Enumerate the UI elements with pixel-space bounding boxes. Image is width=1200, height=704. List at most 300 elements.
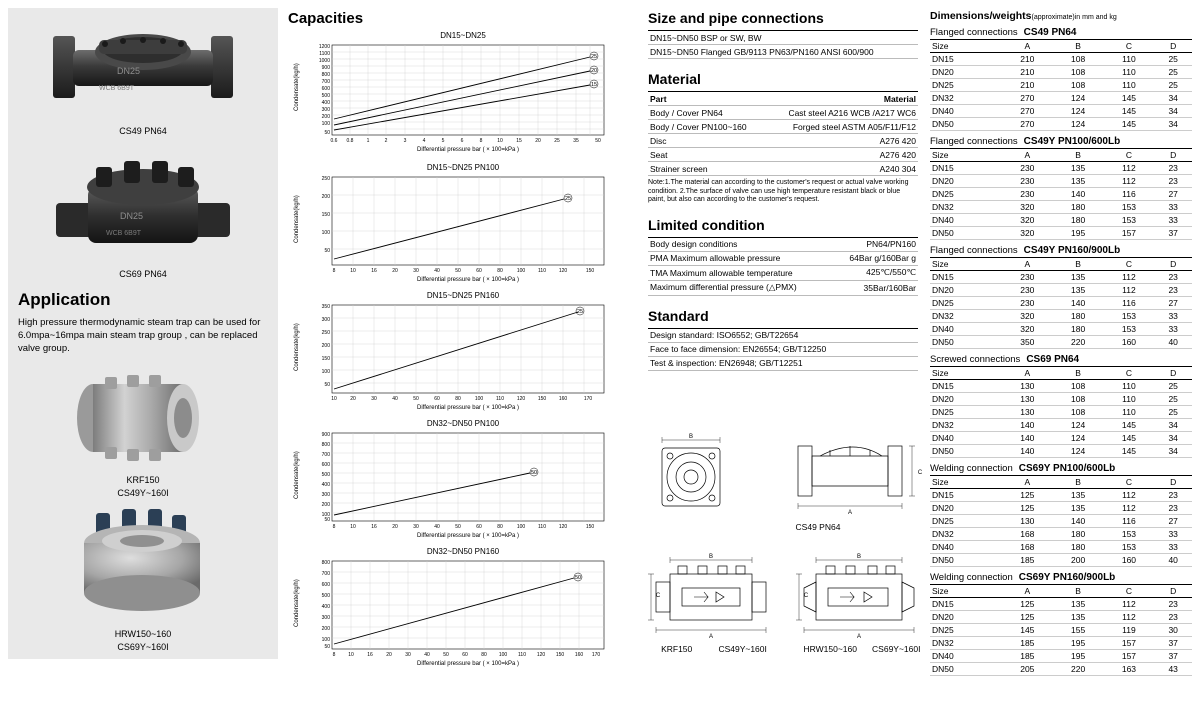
- standard-title: Standard: [648, 307, 709, 324]
- cell: 155: [1053, 624, 1104, 637]
- cell: 205: [1002, 663, 1053, 676]
- cell: 320: [1002, 201, 1053, 214]
- svg-text:1200: 1200: [318, 44, 330, 50]
- table-row: [930, 406, 1192, 419]
- cell: 34: [1154, 105, 1192, 118]
- group-model: CS49Y PN160/900Lb: [1023, 245, 1121, 256]
- cell: 124: [1053, 92, 1104, 105]
- svg-text:700: 700: [321, 79, 330, 85]
- group-label: Flanged connections: [930, 245, 1018, 256]
- cell: 23: [1154, 162, 1192, 175]
- table-cell: Forged steel ASTM A05/F11/F12: [792, 121, 916, 132]
- cell: 124: [1053, 432, 1104, 445]
- cell: DN15: [930, 489, 1002, 502]
- table-cell: PMA Maximum allowable pressure: [650, 253, 781, 263]
- table-row: [930, 650, 1192, 663]
- cell: 124: [1053, 105, 1104, 118]
- cell: 140: [1053, 188, 1104, 201]
- svg-text:50: 50: [574, 575, 582, 581]
- cell: 108: [1053, 380, 1104, 393]
- col-size: Size: [930, 40, 1002, 53]
- table-row: [930, 105, 1192, 118]
- group-heading: [930, 245, 1192, 256]
- col-b: B: [1053, 367, 1104, 380]
- svg-text:500: 500: [321, 93, 330, 99]
- table-cell: Body / Cover PN100~160: [650, 121, 747, 132]
- dimensions-table-cs69-pn64: [930, 366, 1192, 458]
- photo4-caption-line1: HRW150~160: [114, 629, 172, 639]
- table-row: [930, 663, 1192, 676]
- svg-text:Differential pressure bar ( ×: Differential pressure bar ( × 100=kPa ): [417, 147, 519, 153]
- cell: 112: [1104, 502, 1155, 515]
- svg-text:4: 4: [422, 138, 426, 144]
- svg-text:40: 40: [424, 652, 430, 658]
- table-row: [930, 515, 1192, 528]
- svg-text:50: 50: [595, 138, 601, 144]
- cell: DN25: [930, 624, 1002, 637]
- cell: 230: [1002, 162, 1053, 175]
- svg-text:Differential pressure bar ( ×: Differential pressure bar ( × 100=kPa ): [417, 661, 519, 667]
- svg-text:25: 25: [564, 196, 572, 202]
- cell: 25: [1154, 380, 1192, 393]
- table-row: [930, 541, 1192, 554]
- group-heading: [930, 27, 1192, 38]
- cell: 37: [1154, 227, 1192, 240]
- chart-title: DN15~DN25: [440, 31, 486, 40]
- cell: 195: [1053, 650, 1104, 663]
- group-heading: [930, 136, 1192, 147]
- svg-text:600: 600: [321, 462, 330, 468]
- cell: 25: [1154, 53, 1192, 66]
- svg-text:120: 120: [558, 524, 568, 530]
- group-label: Welding connection: [930, 572, 1013, 583]
- table-row: [930, 380, 1192, 393]
- svg-text:1: 1: [366, 138, 370, 144]
- svg-text:8: 8: [332, 268, 336, 274]
- table-row: [930, 502, 1192, 515]
- svg-text:150: 150: [585, 268, 595, 274]
- photo-cs49-pn64: [14, 14, 272, 124]
- svg-text:100: 100: [321, 637, 330, 643]
- cell: 33: [1154, 201, 1192, 214]
- cell: 320: [1002, 310, 1053, 323]
- table-cell: Strainer screen: [650, 163, 708, 174]
- cell: DN32: [930, 637, 1002, 650]
- cell: 125: [1002, 598, 1053, 611]
- cell: DN20: [930, 175, 1002, 188]
- svg-text:B: B: [856, 554, 862, 560]
- drawing-caption-1: CS49 PN64: [795, 522, 841, 532]
- svg-text:40: 40: [434, 268, 440, 274]
- cell: 30: [1154, 624, 1192, 637]
- col-size: Size: [930, 585, 1002, 598]
- cell: 23: [1154, 175, 1192, 188]
- svg-text:8: 8: [332, 652, 336, 658]
- drawing-caption-4: HRW150~160: [803, 644, 857, 654]
- drawing-krf150: [648, 550, 780, 642]
- cell: 37: [1154, 650, 1192, 663]
- table-cell: A240 304: [879, 163, 916, 174]
- col-c: C: [1104, 476, 1155, 489]
- svg-text:100: 100: [321, 369, 330, 375]
- cell: 320: [1002, 227, 1053, 240]
- photo4-caption-line2: CS69Y~160I: [117, 642, 169, 652]
- cell: 145: [1104, 118, 1155, 131]
- svg-text:800: 800: [321, 72, 330, 78]
- cell: 140: [1053, 515, 1104, 528]
- dimensions-column: [930, 10, 1192, 676]
- cell: 23: [1154, 489, 1192, 502]
- cell: 230: [1002, 284, 1053, 297]
- cell: 130: [1002, 406, 1053, 419]
- svg-text:80: 80: [481, 652, 487, 658]
- svg-text:50: 50: [324, 248, 330, 254]
- dimensions-table-cs49y-pn100: [930, 148, 1192, 240]
- col-a: A: [1002, 367, 1053, 380]
- svg-text:150: 150: [585, 524, 595, 530]
- cell: 23: [1154, 502, 1192, 515]
- col-c: C: [1104, 40, 1155, 53]
- cell: DN25: [930, 406, 1002, 419]
- cell: DN32: [930, 201, 1002, 214]
- cell: 153: [1104, 214, 1155, 227]
- drawing-caption-2: KRF150: [661, 644, 693, 654]
- cell: DN50: [930, 227, 1002, 240]
- table-row: [930, 445, 1192, 458]
- cell: 210: [1002, 66, 1053, 79]
- svg-text:25: 25: [554, 138, 560, 144]
- cell: 112: [1104, 489, 1155, 502]
- table-row: [930, 92, 1192, 105]
- svg-text:100: 100: [321, 230, 330, 236]
- svg-text:20: 20: [350, 396, 356, 402]
- svg-text:40: 40: [434, 524, 440, 530]
- cell: DN50: [930, 118, 1002, 131]
- svg-text:20: 20: [386, 652, 392, 658]
- group-model: CS69Y PN160/900Lb: [1018, 572, 1116, 583]
- svg-text:10: 10: [350, 268, 356, 274]
- col-b: B: [1053, 149, 1104, 162]
- cell: 108: [1053, 406, 1104, 419]
- svg-text:300: 300: [321, 317, 330, 323]
- table-cell: A276 420: [879, 149, 916, 160]
- application-title: Application: [18, 290, 111, 309]
- dimensions-table-cs69y-pn100: [930, 475, 1192, 567]
- svg-text:200: 200: [321, 502, 330, 508]
- chart-title: DN15~DN25 PN160: [426, 291, 500, 300]
- svg-text:20: 20: [535, 138, 541, 144]
- col-d: D: [1154, 149, 1192, 162]
- cell: 180: [1053, 528, 1104, 541]
- cell: 27: [1154, 188, 1192, 201]
- group-heading: [930, 463, 1192, 474]
- svg-text:10: 10: [350, 524, 356, 530]
- table-row: [930, 336, 1192, 349]
- cell: 153: [1104, 201, 1155, 214]
- table-cell: Face to face dimension: EN26554; GB/T12250: [650, 344, 827, 354]
- cell: DN32: [930, 92, 1002, 105]
- cell: 140: [1002, 445, 1053, 458]
- cell: DN15: [930, 53, 1002, 66]
- svg-text:50: 50: [324, 382, 330, 388]
- cell: DN20: [930, 502, 1002, 515]
- cell: 135: [1053, 502, 1104, 515]
- svg-text:350: 350: [321, 304, 330, 310]
- svg-text:600: 600: [321, 582, 330, 588]
- cell: 135: [1053, 611, 1104, 624]
- cell: 110: [1104, 53, 1155, 66]
- col-d: D: [1154, 258, 1192, 271]
- cell: 140: [1053, 297, 1104, 310]
- col-a: A: [1002, 585, 1053, 598]
- svg-text:160: 160: [558, 396, 568, 402]
- svg-text:110: 110: [538, 524, 546, 530]
- svg-text:Condensate(kg/h): Condensate(kg/h): [294, 323, 300, 371]
- table-cell: Cast steel A216 WCB /A217 WC6: [788, 107, 916, 118]
- cell: DN25: [930, 297, 1002, 310]
- svg-text:120: 120: [558, 268, 568, 274]
- svg-text:60: 60: [462, 652, 468, 658]
- table-row: [930, 637, 1192, 650]
- cell: 110: [1104, 79, 1155, 92]
- table-row: [930, 201, 1192, 214]
- cell: 210: [1002, 79, 1053, 92]
- photo-krf150: [14, 363, 272, 473]
- cell: 135: [1053, 175, 1104, 188]
- dimensions-table-cs49y-pn160: [930, 257, 1192, 349]
- svg-text:100: 100: [498, 652, 508, 658]
- cell: DN15: [930, 162, 1002, 175]
- svg-text:100: 100: [321, 512, 330, 518]
- cell: 135: [1053, 162, 1104, 175]
- col-d: D: [1154, 40, 1192, 53]
- table-row: [930, 598, 1192, 611]
- svg-text:16: 16: [367, 652, 373, 658]
- cell: 195: [1053, 637, 1104, 650]
- cell: 168: [1002, 541, 1053, 554]
- svg-text:150: 150: [321, 212, 330, 218]
- limited-condition-table: [648, 237, 918, 296]
- standard-table: [648, 328, 918, 371]
- cell: 112: [1104, 271, 1155, 284]
- cell: DN20: [930, 284, 1002, 297]
- cell: 25: [1154, 66, 1192, 79]
- svg-text:WCB 6B9T: WCB 6B9T: [106, 230, 142, 237]
- cell: 230: [1002, 188, 1053, 201]
- svg-text:Differential pressure bar ( ×: Differential pressure bar ( × 100=kPa ): [417, 277, 519, 283]
- svg-text:6: 6: [460, 138, 464, 144]
- svg-text:DN25: DN25: [117, 66, 141, 76]
- table-row: [930, 297, 1192, 310]
- cell: DN20: [930, 611, 1002, 624]
- table-cell: Body design conditions: [650, 239, 738, 249]
- size-connections-title: Size and pipe connections: [648, 10, 824, 26]
- svg-text:16: 16: [371, 524, 377, 530]
- svg-text:300: 300: [321, 615, 330, 621]
- cell: 140: [1002, 419, 1053, 432]
- svg-text:Differential pressure bar ( ×: Differential pressure bar ( × 100=kPa ): [417, 405, 519, 411]
- col-c: C: [1104, 585, 1155, 598]
- table-cell: Seat: [650, 149, 668, 160]
- svg-text:120: 120: [536, 652, 546, 658]
- cell: 145: [1104, 419, 1155, 432]
- svg-text:110: 110: [496, 396, 504, 402]
- cell: 34: [1154, 445, 1192, 458]
- cell: 112: [1104, 611, 1155, 624]
- table-row: [930, 419, 1192, 432]
- table-row: [930, 310, 1192, 323]
- svg-text:B: B: [688, 434, 694, 440]
- table-cell: PN64/PN160: [866, 239, 916, 249]
- col-d: D: [1154, 585, 1192, 598]
- cell: 34: [1154, 118, 1192, 131]
- cell: 25: [1154, 406, 1192, 419]
- cell: 220: [1053, 336, 1104, 349]
- cell: 112: [1104, 598, 1155, 611]
- cell: 270: [1002, 105, 1053, 118]
- drawing-cs49-side: [778, 430, 928, 522]
- cell: DN25: [930, 515, 1002, 528]
- col-size: Size: [930, 149, 1002, 162]
- table-row: [930, 162, 1192, 175]
- cell: 185: [1002, 554, 1053, 567]
- svg-text:500: 500: [321, 472, 330, 478]
- cell: 135: [1053, 284, 1104, 297]
- cell: 220: [1053, 663, 1104, 676]
- cell: 108: [1053, 79, 1104, 92]
- svg-text:400: 400: [321, 482, 330, 488]
- specs-column: [648, 10, 918, 371]
- cell: 185: [1002, 637, 1053, 650]
- svg-text:Condensate(kg/h): Condensate(kg/h): [294, 579, 300, 627]
- cell: 116: [1104, 515, 1155, 528]
- cell: 200: [1053, 554, 1104, 567]
- cell: DN50: [930, 554, 1002, 567]
- chart-dn32-dn50-pn100: [288, 419, 638, 541]
- cell: 350: [1002, 336, 1053, 349]
- cell: 37: [1154, 637, 1192, 650]
- limited-condition-title: Limited condition: [648, 216, 765, 233]
- cell: 40: [1154, 336, 1192, 349]
- cell: 23: [1154, 271, 1192, 284]
- svg-text:Condensate(kg/h): Condensate(kg/h): [294, 451, 300, 499]
- material-note: Note:1.The material can according to the customer's request or actual valve working condition. 2.The surface of valve can use high temperature resistant black or blue paint, but also can according to the customer's request.: [648, 179, 909, 203]
- cell: 320: [1002, 323, 1053, 336]
- svg-text:40: 40: [392, 396, 398, 402]
- table-cell: Design standard: ISO6552; GB/T22654: [650, 330, 799, 340]
- cell: 153: [1104, 323, 1155, 336]
- svg-text:200: 200: [321, 114, 330, 120]
- svg-text:80: 80: [497, 524, 503, 530]
- cell: 130: [1002, 515, 1053, 528]
- chart-dn32-dn50-pn160: [288, 547, 638, 669]
- cell: 125: [1002, 502, 1053, 515]
- cell: 153: [1104, 528, 1155, 541]
- col-a: A: [1002, 149, 1053, 162]
- svg-text:8: 8: [332, 524, 336, 530]
- cell: DN15: [930, 598, 1002, 611]
- svg-text:50: 50: [455, 524, 461, 530]
- cell: DN40: [930, 105, 1002, 118]
- svg-text:60: 60: [476, 268, 482, 274]
- cell: DN15: [930, 271, 1002, 284]
- cell: 180: [1053, 214, 1104, 227]
- chart-dn15-dn25: [288, 31, 638, 157]
- cell: 160: [1104, 554, 1155, 567]
- cell: 110: [1104, 406, 1155, 419]
- cell: 108: [1053, 53, 1104, 66]
- cell: 230: [1002, 175, 1053, 188]
- group-model: CS69 PN64: [1026, 354, 1080, 365]
- chart-title: DN32~DN50 PN160: [426, 547, 500, 556]
- chart-title: DN15~DN25 PN100: [426, 163, 500, 172]
- material-table: [648, 91, 918, 176]
- svg-text:80: 80: [455, 396, 461, 402]
- table-cell: 35Bar/160Bar: [863, 282, 916, 293]
- table-row: [930, 188, 1192, 201]
- dimensions-title-sub: (approximate)in mm and kg: [1031, 14, 1117, 21]
- group-label: Screwed connections: [930, 354, 1021, 365]
- svg-text:60: 60: [434, 396, 440, 402]
- cell: 135: [1053, 271, 1104, 284]
- svg-text:800: 800: [321, 560, 330, 566]
- svg-text:800: 800: [321, 442, 330, 448]
- cell: 40: [1154, 554, 1192, 567]
- svg-text:100: 100: [516, 524, 526, 530]
- table-row: [930, 489, 1192, 502]
- cell: 112: [1104, 162, 1155, 175]
- svg-text:400: 400: [321, 100, 330, 106]
- cell: 210: [1002, 53, 1053, 66]
- svg-text:500: 500: [321, 593, 330, 599]
- cell: 110: [1104, 393, 1155, 406]
- svg-text:250: 250: [321, 176, 330, 182]
- cell: 145: [1104, 92, 1155, 105]
- cell: DN50: [930, 445, 1002, 458]
- svg-text:1000: 1000: [318, 58, 330, 64]
- svg-text:250: 250: [321, 330, 330, 336]
- svg-text:200: 200: [321, 194, 330, 200]
- photo1-caption: CS49 PN64: [119, 126, 167, 136]
- photo-cs69-pn64: [14, 147, 272, 267]
- cell: 23: [1154, 611, 1192, 624]
- svg-text:30: 30: [371, 396, 377, 402]
- svg-text:8: 8: [479, 138, 483, 144]
- application-text: High pressure thermodynamic steam trap can be used for 6.0mpa~16mpa main steam trap group , can be replaced valve group.: [18, 317, 261, 354]
- technical-drawings: [648, 430, 928, 654]
- group-heading: [930, 354, 1192, 365]
- cell: DN32: [930, 528, 1002, 541]
- table-row: [930, 323, 1192, 336]
- svg-text:2: 2: [384, 138, 388, 144]
- svg-text:50: 50: [443, 652, 449, 658]
- cell: DN40: [930, 432, 1002, 445]
- table-row: [930, 284, 1192, 297]
- col-size: Size: [930, 476, 1002, 489]
- col-d: D: [1154, 476, 1192, 489]
- cell: DN32: [930, 310, 1002, 323]
- cell: 140: [1002, 432, 1053, 445]
- col-c: C: [1104, 149, 1155, 162]
- table-cell: Maximum differential pressure (△PMX): [650, 282, 797, 292]
- size-connections-table: [648, 30, 918, 59]
- svg-text:170: 170: [591, 652, 601, 658]
- svg-text:50: 50: [413, 396, 419, 402]
- svg-text:110: 110: [518, 652, 526, 658]
- cell: 33: [1154, 310, 1192, 323]
- table-row: [930, 66, 1192, 79]
- cell: 33: [1154, 528, 1192, 541]
